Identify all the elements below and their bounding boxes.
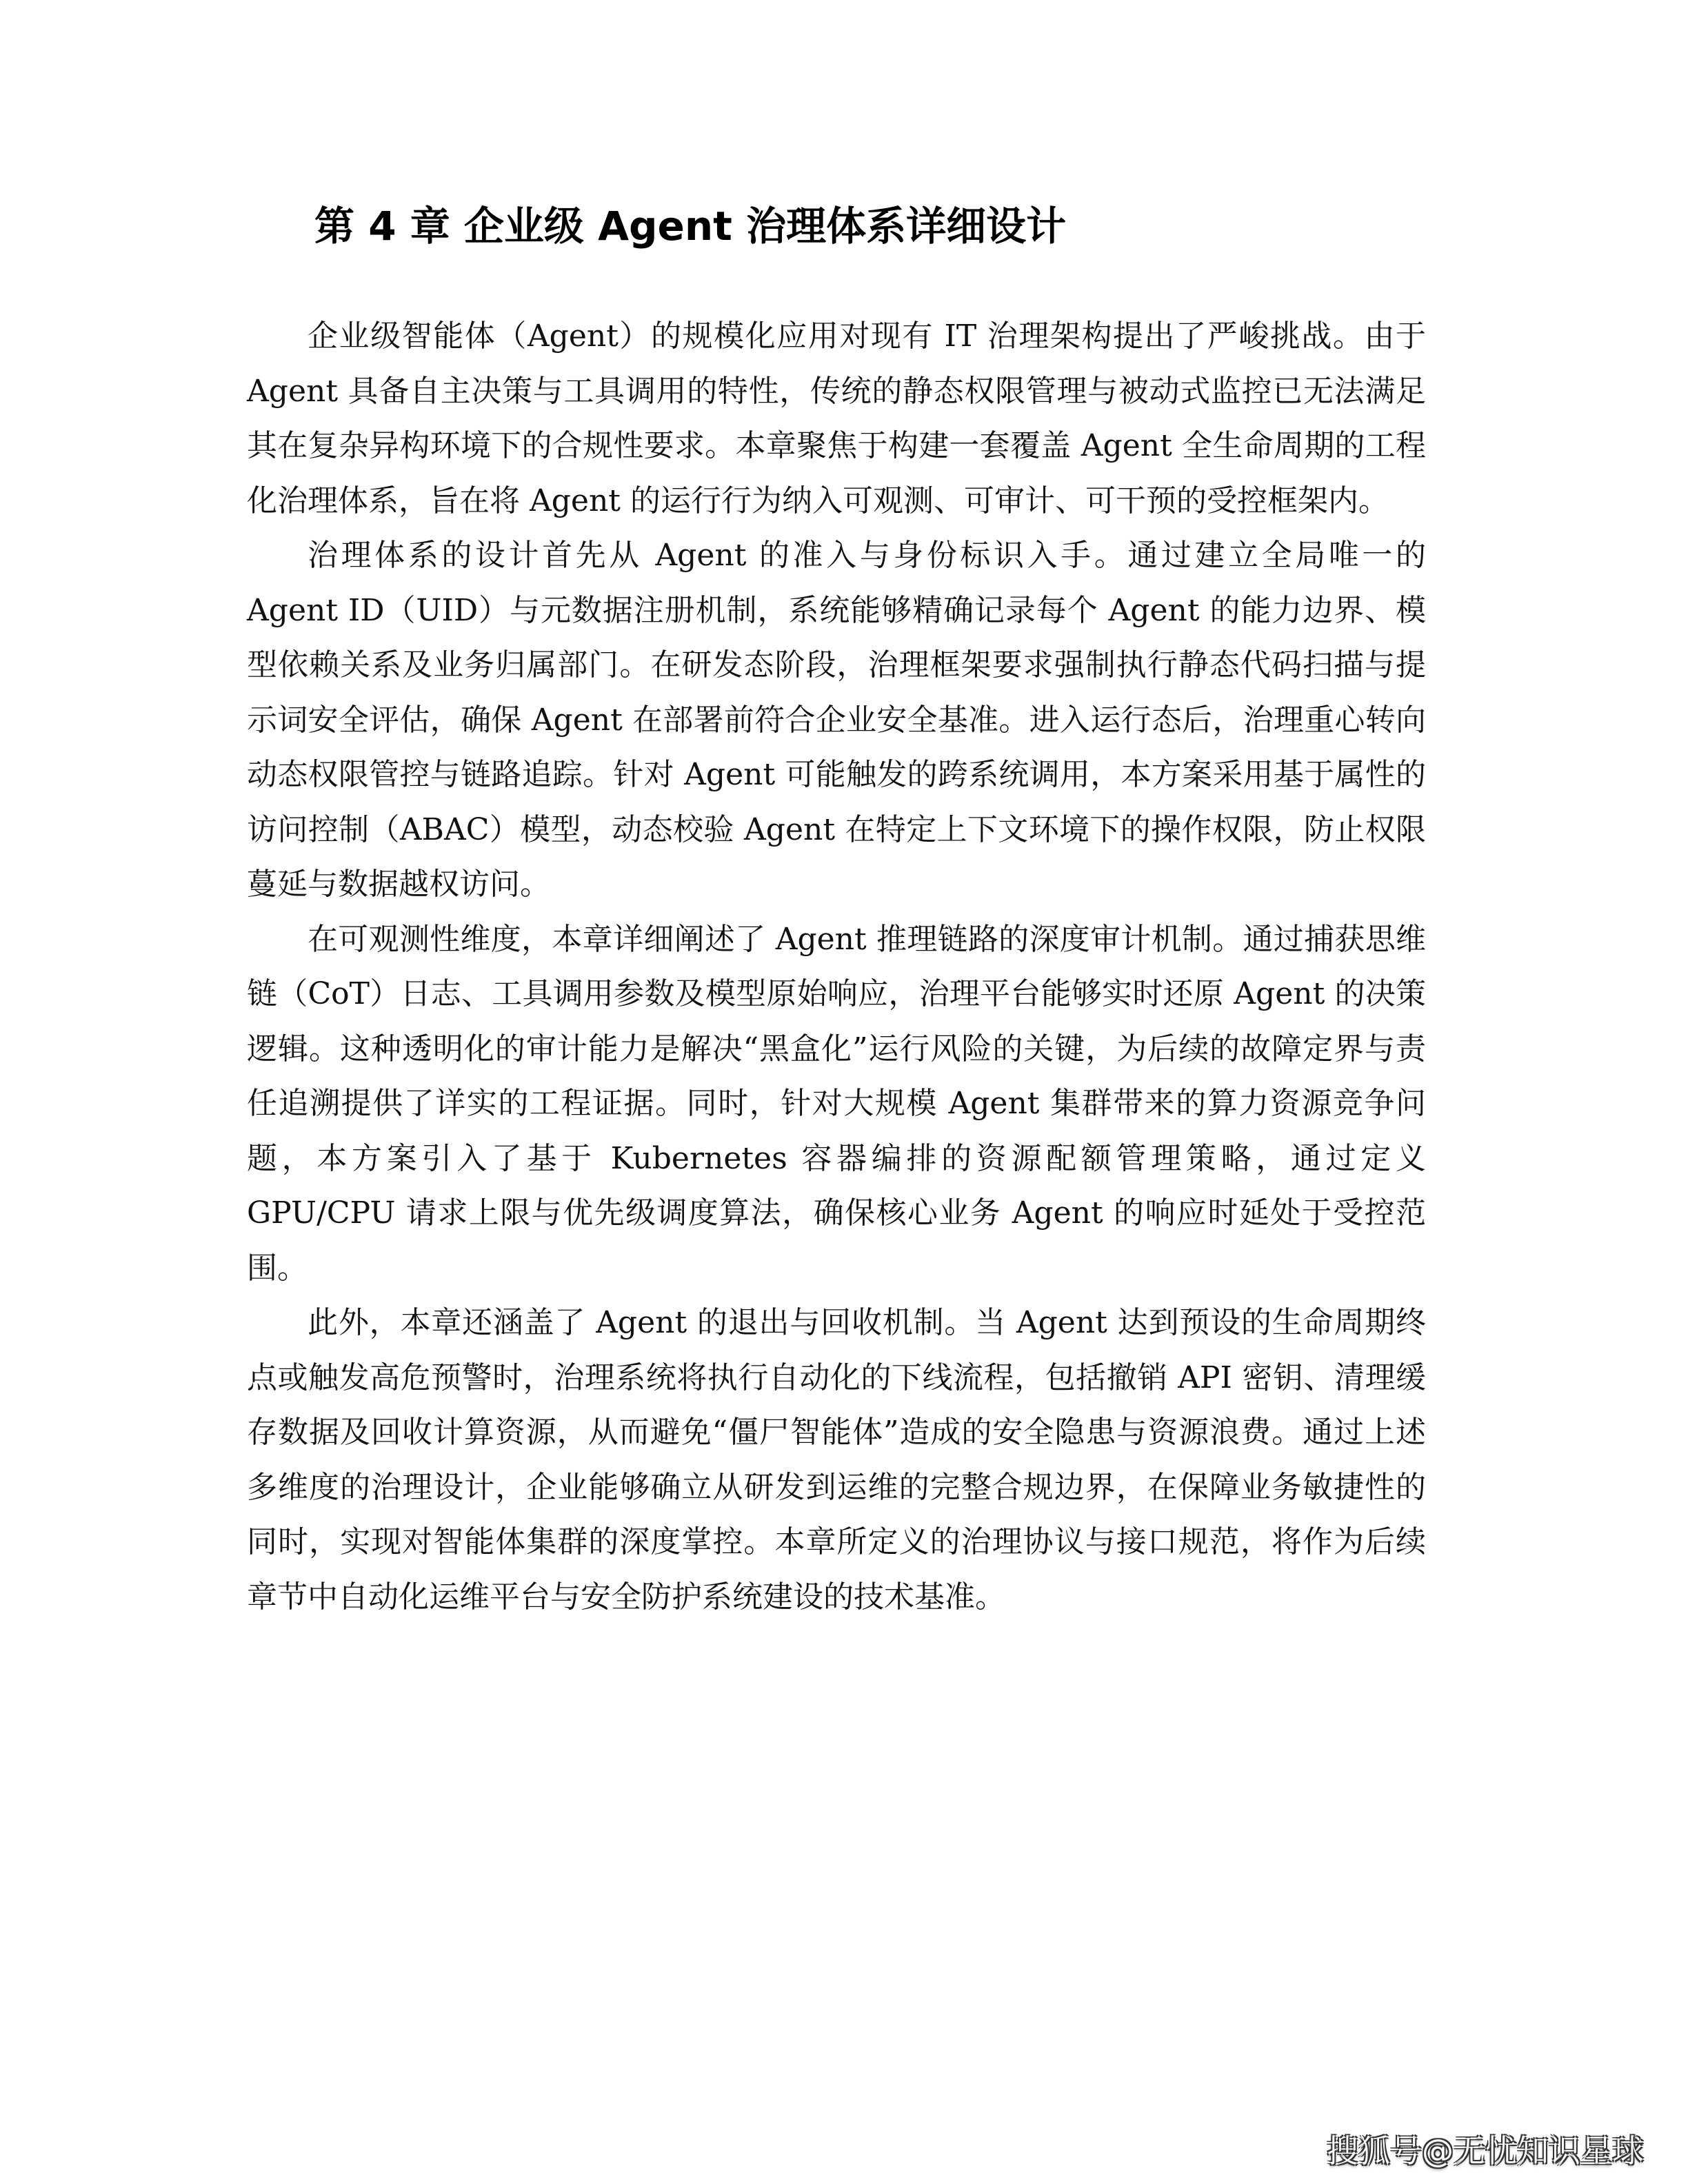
paragraph-2: 治理体系的设计首先从 Agent 的准入与身份标识入手。通过建立全局唯一的 Agent ID（UID）与元数据注册机制，系统能够精确记录每个 Agent 的能力边界、模型依赖关系及业务归属部门。在研发态阶段，治理框架要求强制执行静态代码扫描与提示词安全评估，确保 Agent 在部署前符合企业安全基准。进入运行态后，治理重心转向动态权限管控与链路追踪。针对 Agent 可能触发的跨系统调用，本方案采用基于属性的访问控制（ABAC）模型，动态校验 Agent 在特定上下文环境下的操作权限，防止权限蔓延与数据越权访问。	[247, 538, 1426, 902]
paragraph-3: 在可观测性维度，本章详细阐述了 Agent 推理链路的深度审计机制。通过捕获思维链（CoT）日志、工具调用参数及模型原始响应，治理平台能够实时还原 Agent 的决策逻辑。这种透明化的审计能力是解决“黑盒化”运行风险的关键，为后续的故障定界与责任追溯提供了详实的工程证据。同时，针对大规模 Agent 集群带来的算力资源竞争问题，本方案引入了基于 Kubernetes 容器编排的资源配额管理策略，通过定义 GPU/CPU 请求上限与优先级调度算法，确保核心业务 Agent 的响应时延处于受控范围。	[247, 921, 1426, 1286]
chapter-body	[247, 309, 1426, 1624]
paragraph-1: 企业级智能体（Agent）的规模化应用对现有 IT 治理架构提出了严峻挑战。由于 Agent 具备自主决策与工具调用的特性，传统的静态权限管理与被动式监控已无法满足其在复杂异构环境下的合规性要求。本章聚焦于构建一套覆盖 Agent 全生命周期的工程化治理体系，旨在将 Agent 的运行行为纳入可观测、可审计、可干预的受控框架内。	[247, 318, 1426, 518]
source-watermark: 搜狐号@无忧知识星球	[1327, 2132, 1644, 2170]
chapter-title: 第 4 章 企业级 Agent 治理体系详细设计	[314, 203, 1067, 250]
paragraph-4: 此外，本章还涵盖了 Agent 的退出与回收机制。当 Agent 达到预设的生命周期终点或触发高危预警时，治理系统将执行自动化的下线流程，包括撤销 API 密钥、清理缓存数据及回收计算资源，从而避免“僵尸智能体”造成的安全隐患与资源浪费。通过上述多维度的治理设计，企业能够确立从研发到运维的完整合规边界，在保障业务敏捷性的同时，实现对智能体集群的深度掌控。本章所定义的治理协议与接口规范，将作为后续章节中自动化运维平台与安全防护系统建设的技术基准。	[247, 1305, 1426, 1615]
